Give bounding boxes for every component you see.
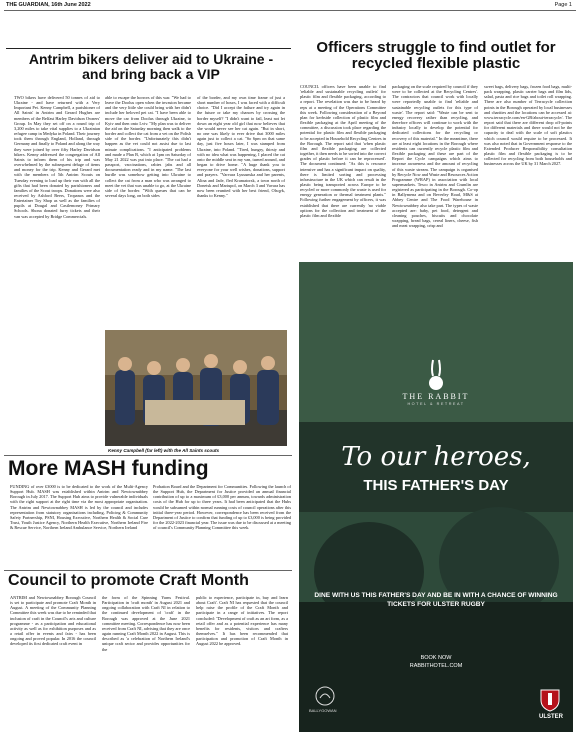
advert-partner-right: ULSTER xyxy=(539,714,563,720)
ballygowan-logo-icon xyxy=(315,686,335,706)
advert-brand-sub: HOTEL & RETREAT xyxy=(407,402,465,406)
advert-fathers-day: THIS FATHER'S DAY xyxy=(363,477,509,494)
article4-col3: public to experience, participate in, buy and learn about Craft'. Craft NI has requested that the council help raise the profile of the Craft Month and participate in a range of initiatives. The report concluded: "Development of craft as an art form, as a retail offer and as a potential experience has many benefits for residents, visitors and crafters themselves." It has been recommended that participation and promotion of Craft Month in August 2022 be approved. xyxy=(196,595,288,647)
publication-date: THE GUARDIAN, 16th June 2022 xyxy=(6,2,91,8)
page-number: Page 1 xyxy=(554,2,572,8)
header-rule xyxy=(4,10,576,11)
article1-col2: able to escape the horrors of this war. "We had to leave the Doolus open when the invasion became and the very little she could bring with her didn't include her beloved pet cat. "I have been able to move the car from Doolus through Ukraine, to Kyiv and then onto Lviv. "My plan was to deliver the aid on the Saturday morning then walk to the border and collect the cat from a vet on the Polish side of the border. "Unfortunately this didn't happen as the vet could not assist due to last minute complications. "I anticipated problems and made a Plan B, which at 1pm on Saturday of May 21 2022 was put into place. "The cat had a passport, vaccinations, rabies jabs and all documentation ready and in my name. "The last hurdle was somehow getting into Ukraine to collect the cat from a man who was arranged to meet the vet that was unable to go, at the Ukraine side of the border. "With queues that can be several days long, on both sides xyxy=(105,95,191,198)
article4-rule xyxy=(4,570,292,571)
article1-rule-top xyxy=(6,48,291,50)
rabbit-logo-icon xyxy=(421,358,451,392)
advert-book-now[interactable]: BOOK NOW xyxy=(420,655,452,661)
article1-headline: Antrim bikers deliver aid to Ukraine - and bring back a VIP xyxy=(28,51,274,82)
article1-caption: Kenny Campbell (far left) with the All Saints scouts xyxy=(108,448,220,453)
article3-col2: Probation Board and the Department for Communities. Following the launch of the Support Hub, the Department for Justice provided an annual financial contribution of up to a maximum of £3,000 per annum, towards administration costs of the Hub for up to three years. It had been anticipated that the Hubs would be subsumed within normal running costs of council operations after this initial three-year period. However, correspondence has been received from the Department of Justice to confirm that funding of up to £3,000 is being provided for the 2022-2023 financial year. The issue was due to be discussed at a meeting of council's Community Planning Committee this week. xyxy=(153,484,291,531)
scouts-photo xyxy=(105,330,287,446)
article4-headline: Council to promote Craft Month xyxy=(8,572,249,589)
article4-col1: ANTRIM and Newtownabbey Borough Council is set to participate and promote Craft Month in August. A meeting of the Community Planning Committee this week was due to be reminded that inclusion of craft in the Council's arts and culture programme - as a participation and educational activity as well as for exhibition purposes and as a retail offer in events and fairs - has been ongoing and proved popular. In 2016 the council developed its first dedicated craft event in xyxy=(10,595,96,647)
article1-col3: of the border, and my own time frame of just a short number of hours, I was faced with a difficult choice. "Did I accept the failure and try again in the future or take my chances by crossing the border myself? "I didn't want to fail, least not let down an eight year old girl that now believes that she would never see her cat again. "But in short, no one was likely to ever drive that 3000 miles again just to collect a cat. "So 6pm on that same day, just five hours later, I was stamped from Ukraine, into Poland. "Tired, hungry, thirsty and with no idea what was happening, I placed the cat onto the middle seat in my van, turned around, and began to drive home. "A huge thank you to everyone for your well wishes, donations, support and prayers. "Varvara Lyusunska and her parents, Alina and Jade, fled Kramatorsk, a town north of Donetsk and Mariupol, on March 3 and Vavara has now been reunited with her best friend, Olsqyk, thanks to Kenny." xyxy=(197,95,285,198)
article2-col2: packaging on the scale required by council if they were to be collected at the Recycling Centres'. The contractors that council work with locally were reportedly unable to find 'reliable and sustainable recycling outlets for this type of waste'. The report said: "Waste can be sent to energy recovery rather than recycling, and therefore officers will continue to work with the industry locally to develop the potential for dedicated collections for the recycling or recovery of this material." In the meantime, there are at least eight locations in the Borough where residents can currently recycle plastic film and flexible packaging and these are part of the Report the Cycle campaigns which aims to increase awareness and the amount of recycling of this waste stream. The campaign is organised by Recycle Now and Waste and Resources Action Programme (WRAP) in association with local supermarkets. Tesco in Antrim and Crumlin are registered as participating in the Borough. Co-op in Ballymena and on Beverley Road, M&S at Abbey Centre and The Food Warehouse in Newtownabbey also take part. The types of waste accepted are: baby, pet food, detergent and cleaning pouches, biscuits and chocolate wrapping, bread bags, cereal liners, cheese, fish and meat wrapping, crisp and xyxy=(392,84,478,229)
article3-rule xyxy=(4,455,292,456)
rabbit-hotel-advert xyxy=(299,262,573,732)
page-header xyxy=(0,0,580,10)
article2-headline: Officers struggle to find outlet for recycled flexible plastic xyxy=(316,39,556,72)
advert-brand: THE RABBIT xyxy=(402,392,470,401)
article4-col2: the form of the Spinning Yarns Festival. Participation in 'craft month' in August 2021 and ongoing collaboration with Craft NI in relation to the continued development of 'craft' in the Borough was approved at the June 2021 committee meeting. Correspondence has now been received from Craft NI, advising that they are once again running Craft Month 2022 in August. This is described as 'a celebration of Northern Ireland's unique craft sector and provides opportunities for the xyxy=(102,595,190,652)
article1-col1: TWO bikers have delivered 50 tonnes of aid to Ukraine - and have returned with a Very Important Pet. Kenny Campbell, a parishioner of All Saints' in Antrim and Gerard Hughes are members of the Belfast Harley Davidson Owners' Group. In May they set off on a round trip of 3,200 miles to take vital supplies to a Ukrainian refugee camp in Medyka in Poland. Their journey took them through England, Holland, through Germany and finally to Poland and along the way they were joined by over fifty Harley Davidson bikers. Kenny addressed the congregation of All Saints to inform them of his trip and was overwhelmed by the subsequent deluge of items and money for the trip. Kenny and Gerard met with the members of 5th Antrim Scouts on Tuesday evening to load up their van with all the gifts that had been donated by parishioners and families of the Scout troops. Donations were also received by Ashford Beers, Tropanos and the Entertainer Toy Shop as well as the families of pupils at Dougal and Castlemoney Primary Schools. Shona donated furry tickets and their van was accepted by Bridge Commercials. xyxy=(14,95,100,219)
advert-heroes: To our heroes, xyxy=(341,442,531,472)
article3-headline: More MASH funding xyxy=(8,457,209,480)
advert-offer: DINE WITH US THIS FATHER'S DAY AND BE IN WITH A CHANCE OF WINNING TICKETS FOR ULSTER RUGBY xyxy=(314,592,558,608)
advert-partner-left: BALLYGOWAN xyxy=(309,708,337,713)
advert-url[interactable]: RABBITHOTEL.COM xyxy=(409,663,463,669)
advert-background-photo xyxy=(299,262,573,732)
article2-col1: COUNCIL officers have been unable to find 'reliable and sustainable recycling outlets' for plastic film and flexible packaging, according to a report. The revelation was due to be heard by reps at a meeting of the Operations Committee this week. Following consideration of a Beyond plan for kerbside collection of plastic film and flexible packaging at the April meeting of the committee, a discussion took place regarding the potential for plastic film and flexible packaging to be accepted in Household Recycling Centres in the Borough. The report said that 'when plastic film and flexible packaging are collected together, it then needs to be sorted into the correct grades of plastic before it can be reprocessed'. The document continued: "As this is resource intensive and has a significant impact on quality, there is limited sorting and processing infrastructure in the UK which can result in the plastic being transported across Europe to be recycled or more commonly the waste is used for energy generation or thermal treatment plants." Following further engagement by officers, it was established that there are currently 'no viable options for the collection and treatment of the plastic film and flexible xyxy=(300,84,386,218)
article2-col3: sweet bags, delivery bags, frozen food bags, multi-pack wrapping, plastic carrier bags and film lids, salad, pasta and rice bags and toilet roll wrapping. There are also number of Terracycle collection points in the Borough operated by local businesses and charities and the locations can be accessed at: www.terracycle.com/en-GB/about-terracycle/. The report said that there are different drop off-points for different materials and there would not be the capacity to deal with the scale of soft plastics which council would require to be processed. It was also noted that in Government response to the Extended Producer Responsibility consultation plastic film and flexible packaging is to be collected for recycling from both households and businesses across the UK by 31 March 2027. xyxy=(484,84,572,167)
article3-col1: FUNDING of over £3000 is to be dedicated to the work of the Multi-Agency Support Hub. MASH was established within Antrim and Newtownabbey Borough in July 2017. The Support Hub aims to provide vulnerable individuals with the right support at the right time via the most appropriate organisation. The Antrim and Newtownabbey MASH is led by the council and includes representation from statutory organisations including, Policing & Community Safety Partnership, PSNI, Housing Executive, Northern Health & Social Care Trust, Youth Justice Agency, Northern Health Executive, Northern Ireland Fire & Rescue Service, Northern Ireland Ambulance Service, Northern Ireland xyxy=(10,484,148,531)
ulster-rugby-crest-icon xyxy=(539,688,561,712)
